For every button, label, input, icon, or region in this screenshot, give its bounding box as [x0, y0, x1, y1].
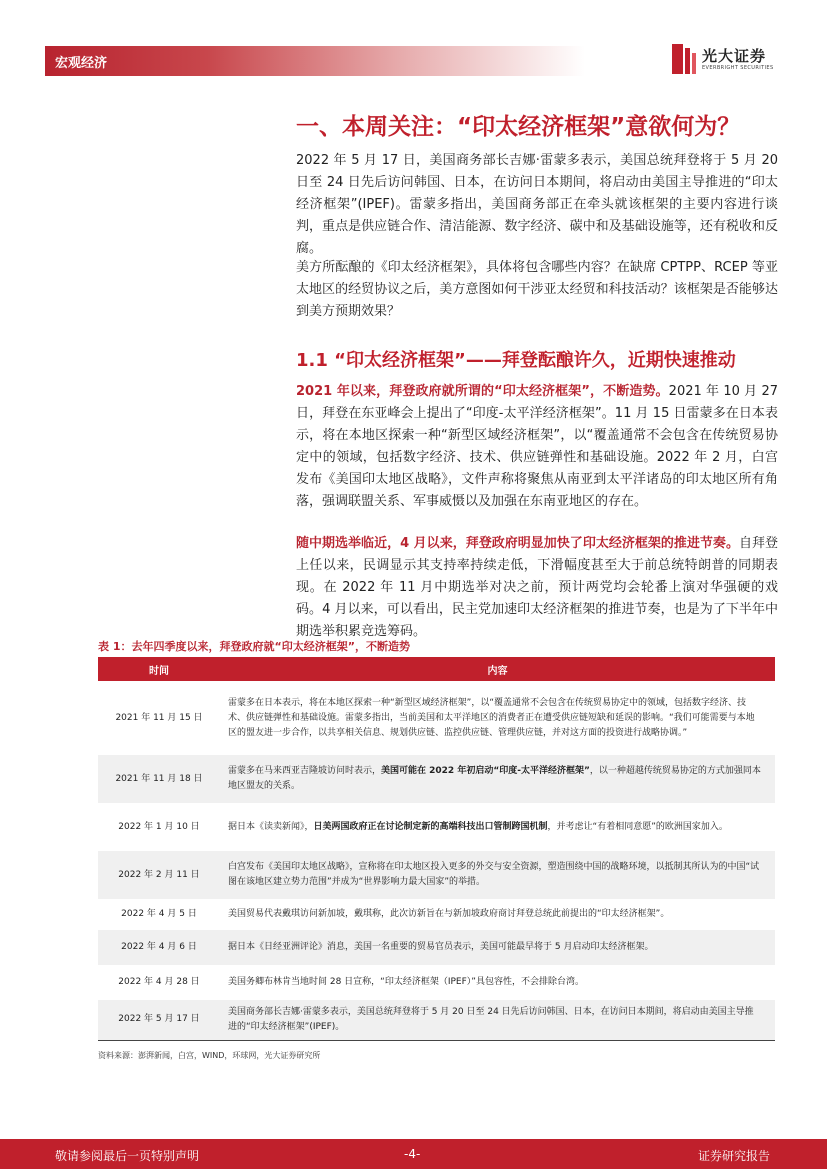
row-date: 2022 年 4 月 6 日	[98, 930, 220, 965]
footer-report-type: 证券研究报告	[697, 1149, 770, 1163]
footer-bar	[0, 1139, 827, 1169]
subsection-heading: 1.1 “印太经济框架”——拜登酝酿许久，近期快速推动	[296, 350, 736, 371]
table-row	[98, 851, 775, 899]
table-row	[98, 930, 775, 965]
row-content: 雷蒙多在马来西亚吉隆坡访问时表示，美国可能在 2022 年初启动“印度-太平洋经济框架”，以一种超越传统贸易协定的方式加强同本地区盟友的关系。	[220, 755, 775, 803]
table-row	[98, 755, 775, 803]
row-content: 据日本《日经亚洲评论》消息，美国一名重要的贸易官员表示，美国可能最早将于 5 月启动印太经济框架。	[220, 930, 775, 965]
footer-disclaimer: 敬请参阅最后一页特别声明	[55, 1149, 200, 1163]
row-content: 据日本《读卖新闻》，日美两国政府正在讨论制定新的高端科技出口管制跨国机制，并考虑让“有着相同意愿”的欧洲国家加入。	[228, 821, 728, 832]
section-label: 宏观经济	[55, 56, 108, 71]
company-logo	[672, 44, 782, 78]
timeline-table	[98, 657, 775, 1041]
row-date: 2022 年 1 月 10 日	[118, 821, 200, 832]
column-header-date: 时间	[98, 657, 220, 681]
table-row	[98, 681, 775, 755]
row-content: 美国商务部长吉娜·雷蒙多表示，美国总统拜登将于 5 月 20 日至 24 日先后访问韩国、日本，在访问日本期间，将启动由美国主导推进的“印太经济框架”(IPEF)。	[220, 1000, 775, 1040]
paragraph-questions: 美方所酝酿的《印太经济框架》，具体将包含哪些内容？在缺席 CPTPP、RCEP 等亚太地区的经贸协议之后，美方意图如何干涉亚太经贸和科技活动？该框架是否能够达到美方预期效果？	[296, 260, 778, 319]
paragraph-lead: 随中期选举临近，4 月以来，拜登政府明显加快了印太经济框架的推进节奏。	[296, 536, 739, 551]
paragraph-background	[296, 381, 778, 513]
logo-mark-icon	[672, 44, 696, 74]
row-content: 雷蒙多在日本表示，将在本地区探索一种“新型区域经济框架”，以“覆盖通常不会包含在传统贸易协定中的领域，包括数字经济、技术、供应链弹性和基础设施。雷蒙多指出，当前美国和太平洋地区的消费者正在遭受供应链短缺和延误的影响。“我们可能需要与本地区的盟友进一步合作，以共享相关信息、规划供应链、监控供应链、管理供应链，并对这方面的投资进行战略协调。”	[228, 697, 755, 738]
table-title: 表 1：去年四季度以来，拜登政府就“印太经济框架”，不断造势	[98, 640, 410, 653]
paragraph-body: 2021 年 10 月 27 日，拜登在东亚峰会上提出了“印度-太平洋经济框架”。11 月 15 日雷蒙多在日本表示，将在本地区探索一种“新型区域经济框架”，以“覆盖通常不会包含在传统贸易协定中的领域，包括数字经济、技术、供应链弹性和基础设施。2022 年 2 月，白宫发布《美国印太地区战略》，文件声称将聚焦从南亚到太平洋诸岛的印太地区所有角落，强调联盟关系、军事威慑以及加强在东南亚地区的存在。	[296, 384, 779, 509]
table-row	[98, 1000, 775, 1040]
table-row	[98, 965, 775, 1000]
paragraph-body: 自拜登上任以来，民调显示其支持率持续走低，下滑幅度甚至大于前总统特朗普的同期表现。在 2022 年 11 月中期选举对决之前，预计两党均会轮番上演对华强硬的戏码。4 月以来，可以看出，民主党加速印太经济框架的推进节奏，也是为了下半年中期选举积累竞选筹码。	[296, 536, 778, 639]
paragraph-midterm	[296, 533, 778, 643]
row-content: 美国贸易代表戴琪访问新加坡，戴琪称，此次访新旨在与新加坡政府商讨拜登总统此前提出的“印太经济框架”。	[228, 909, 670, 919]
logo-text-en: EVERBRIGHT SECURITIES	[702, 65, 774, 71]
row-date: 2022 年 5 月 17 日	[98, 1000, 220, 1040]
row-date: 2022 年 2 月 11 日	[98, 851, 220, 899]
row-date: 2021 年 11 月 18 日	[98, 755, 220, 803]
table-row	[98, 803, 775, 851]
row-date: 2022 年 4 月 5 日	[121, 909, 197, 919]
row-content: 白宫发布《美国印太地区战略》，宣称将在印太地区投入更多的外交与安全资源，塑造围绕中国的战略环境，以抵制其所认为的中国“试图在该地区建立势力范围”并成为“世界影响力最大国家”的举措。	[220, 851, 775, 899]
paragraph-intro: 2022 年 5 月 17 日，美国商务部长吉娜·雷蒙多表示，美国总统拜登将于 5 月 20 日至 24 日先后访问韩国、日本，在访问日本期间，将启动由美国主导推进的“印太经济框架”(IPEF)。雷蒙多指出，美国商务部正在牵头就该框架的主要内容进行谈判，重点是供应链合作、清洁能源、数字经济、碳中和及基础设施等，还有税收和反腐。	[296, 153, 778, 256]
table-row	[98, 899, 775, 930]
page-number: -4-	[404, 1147, 421, 1161]
table-source-note: 资料来源：澎湃新闻，白宫，WIND，环球网，光大证券研究所	[98, 1051, 321, 1060]
column-header-content: 内容	[220, 657, 775, 681]
logo-text-cn: 光大证券	[702, 47, 767, 65]
table-header-row	[98, 657, 775, 681]
header-band	[45, 46, 585, 76]
paragraph-lead: 2021 年以来，拜登政府就所谓的“印太经济框架”，不断造势。	[296, 384, 669, 399]
row-date: 2021 年 11 月 15 日	[115, 712, 203, 723]
section-heading: 一、本周关注：“印太经济框架”意欲何为？	[296, 114, 741, 140]
row-date: 2022 年 4 月 28 日	[118, 977, 200, 987]
row-content: 美国务卿布林肯当地时间 28 日宣称，“印太经济框架（IPEF）”具包容性，不会排除台湾。	[228, 977, 584, 987]
